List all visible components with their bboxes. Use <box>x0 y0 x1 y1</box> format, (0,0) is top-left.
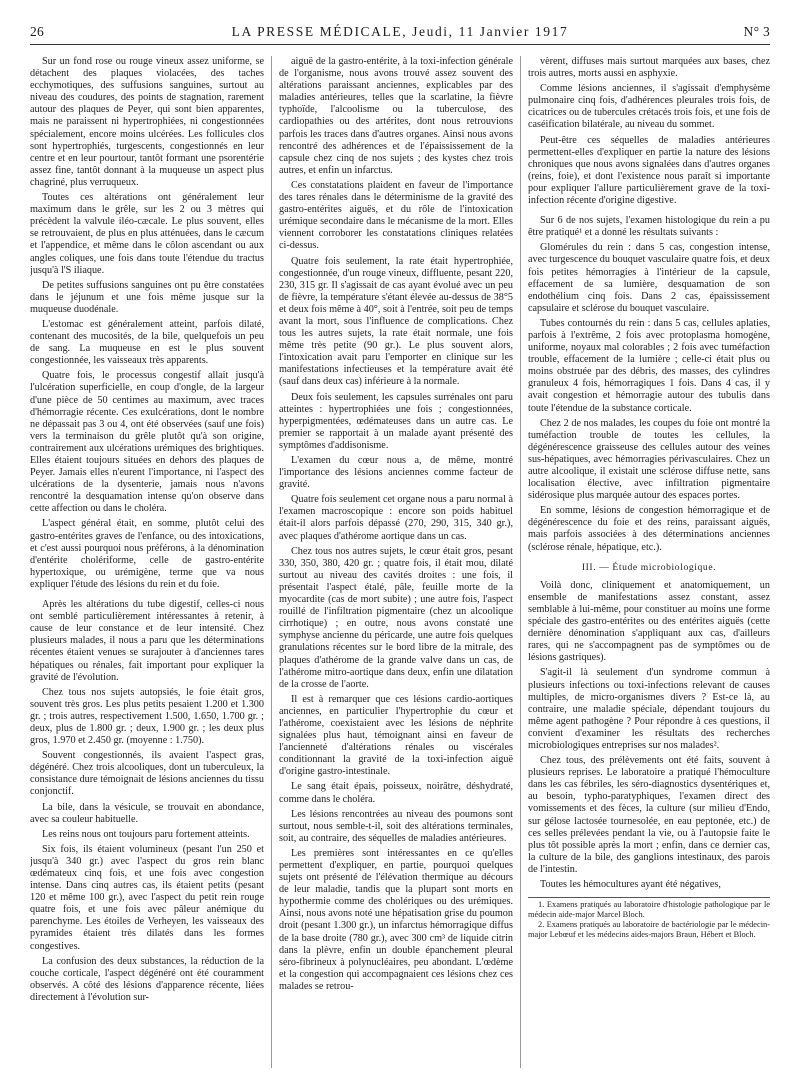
page-number: 26 <box>30 24 45 39</box>
issue-number: N° 3 <box>743 24 770 39</box>
paragraph: L'examen du cœur nous a, de même, montré l'importance des lésions anciennes comme facteur de gravité. <box>279 455 513 491</box>
text-column-3 <box>528 56 770 1072</box>
paragraph: Chez tous nos sujets autopsiés, le foie était gros, souvent très gros. Les plus petits pesaient 1.200 et 1.300 gr. ; trois autres, respectivement 1.500, 1.650, 1.700 gr. ; deux, plus de 1.800 gr. ; deux, 1.900 gr. ; les deux plus gros, 1.970 et 2.450 gr. (moyenne : 1.750). <box>30 686 264 747</box>
page-header <box>30 24 770 44</box>
paragraph: Les lésions rencontrées au niveau des poumons sont surtout, nous semble-t-il, soit des altérations terminales, soit, au contraire, des séquelles de maladies antérieures. <box>279 808 513 844</box>
paragraph: Voilà donc, cliniquement et anatomiquement, un ensemble de manifestations assez constant, assez semblable à lui-même, pour constituer au moins une forme spéciale des gastro-entérites ou des entérites aiguës (cette dernière dénomination s'appliquant aux cas, d'ailleurs rares, qui ne s'accompagnent pas de symptômes ou de lésions gastriques). <box>528 579 770 664</box>
paragraph: Quatre fois seulement cet organe nous a paru normal à l'examen macroscopique : encore son poids habituel était-il alors parfois dépassé (270, 290, 315, 340 gr.), avec plaques d'athérome aortique dans un cas. <box>279 494 513 542</box>
paragraph: Chez tous nos autres sujets, le cœur était gros, pesant 330, 350, 380, 420 gr. ; quatre fois, il était mou, dilaté surtout au niveau des cavités droites : une fois, il présentait l'aspect étalé, pâle, feuille morte de la myocardite (cas de mort subite) ; une autre fois, l'aspect rouillé de l'infiltration pigmentaire (chez un alcoolique cirrhotique) ; en outre, nous avons constaté une symphyse ancienne du péricarde, une autre fois quelques granulations récentes sur le bord libre de la mitrale, des plaques d'athérome de la grande valve dans un cas, de l'athérome mitro-aortique dans deux, enfin une dilatation de la crosse de l'aorte. <box>279 545 513 690</box>
paragraph: Souvent congestionnés, ils avaient l'aspect gras, dégénéré. Chez trois alcooliques, dont un tuberculeux, la consistance dure témoignait de lésions anciennes du tissu conjonctif. <box>30 750 264 798</box>
paragraph: Deux fois seulement, les capsules surrénales ont paru atteintes : hypertrophiées une fois ; congestionnées, hyperpigmentées, œdémateuses dans un autre cas. Le premier se rapportait à un malade ayant présenté des symptômes d'addisonisme. <box>279 391 513 451</box>
paragraph: De petites suffusions sanguines ont pu être constatées dans le jéjunum et une fois même jusque sur la muqueuse duodénale. <box>30 279 264 315</box>
paragraph: Les premières sont intéressantes en ce qu'elles permettent d'expliquer, en partie, pourquoi quelques sujets ont présenté de l'élévation thermique au décours de leur maladie, tandis que la plupart sont morts en hypothermie comme des cholériques ou des urémiques. Ainsi, nous avons noté une hépatisation grise du poumon droit (pesant 1.300 gr.), un infarctus hémorragique diffus de la base droite (780 gr.), avec 300 cm³ de liquide citrin dans la plèvre, enfin un double épanchement pleural séro-fibrineux à polynucléaires, peu abondant. L'œdème et la congestion qui accompagnaient ces lésions chez ces malades se retrou- <box>279 847 513 992</box>
column-divider <box>271 56 272 1068</box>
section-heading: III. — Étude microbiologique. <box>581 561 717 573</box>
paragraph: Glomérules du rein : dans 5 cas, congestion intense, avec turgescence du bouquet vasculaire quatre fois, et deux fois petites hémorragies à l'intérieur de la capsule, effacement de sa lumière, desquamation de son endothélium cinq fois. Dans 2 cas, épaississement capsulaire et sclérose du bouquet vasculaire. <box>528 242 770 314</box>
paragraph: aiguë de la gastro-entérite, à la toxi-infection générale de l'organisme, nous avons trouvé assez souvent des altérations paraissant anciennes, explicables par des maladies antérieures, telles que la scarlatine, la fièvre typhoïde, l'alcoolisme ou la tuberculose, des cardiopathies ou des artérites, dont nous retrouvions parfois les traces dans d'autres organes. Ainsi nous avons rencontré des adhérences et de l'épaississement de la capsule chez cinq de nos sujets ; des kystes chez trois autres, et enfin un infarctus. <box>279 56 513 176</box>
paragraph: Le sang était épais, poisseux, noirâtre, déshydraté, comme dans le choléra. <box>279 781 513 805</box>
paragraph: Chez 2 de nos malades, les coupes du foie ont montré la tuméfaction trouble de toutes les cellules, la dégénérescence graisseuse des cellules autour des veines sus-hépatiques, avec hémorragies périvasculaires. Chez un autre alcoolique, il existait une sclérose diffuse nette, sans localisation élective, avec infiltration pigmentaire sidérosique plus marquée autour des espaces portes. <box>528 417 770 502</box>
paragraph: Six fois, ils étaient volumineux (pesant l'un 250 et jusqu'à 340 gr.) avec l'aspect du gros rein blanc œdémateux cinq fois, et une fois avec congestion intense. Dans cinq autres cas, ils étaient petits (pesant 120 et même 100 gr.), avec l'aspect du petit rein rouge quatre fois, et une fois avec pâleur anémique du parenchyme. Les étoiles de Verheyen, les vaisseaux des pyramides étaient très dilatés dans les formes congestives. <box>30 843 264 952</box>
paragraph: Quatre fois, le processus congestif allait jusqu'à l'ulcération superficielle, en coup d'ongle, de la largeur d'une pièce de 50 centimes au maximum, avec traces d'hémorragie récente. Ces exulcérations, dont le nombre ne dépassait pas 3 ou 4, ont été observées (sauf une fois) vers la terminaison du grêle plutôt qu'à son origine, contrairement aux ulcérations urémiques des brightiques. Elles étaient toujours situées en dehors des plaques de Peyer. Jamais elles n'eurent l'importance, ni l'aspect des ulcérations de la dysenterie, jamais nous n'avons rencontré la desquamation intense qu'on observe dans cette affection ou dans le choléra. <box>30 370 264 515</box>
text-column-1 <box>30 56 264 1072</box>
footnotes <box>528 897 770 940</box>
paragraph: S'agit-il là seulement d'un syndrome commun à plusieurs infections ou toxi-infections relevant de causes multiples, de micro-organismes divers ? Est-ce là, au contraire, une maladie spéciale, dépendant toujours du même agent pathogène ? Pour répondre à ces questions, il convient d'examiner les résultats des recherches microbiologiques entreprises sur nos malades². <box>528 667 770 751</box>
paragraph: Comme lésions anciennes, il s'agissait d'emphysème pulmonaire cinq fois, d'adhérences pleurales trois fois, de cicatrices ou de tubercules crétacés trois fois, et une fois de caséification bilatérale, au niveau du sommet. <box>528 83 770 131</box>
paragraph: Toutes les hémocultures ayant été négatives, <box>540 879 721 890</box>
paragraph: Ces constatations plaident en faveur de l'importance des tares rénales dans le déterminisme de la gravité des gastro-entérites aiguës, et du rôle de l'intoxication urémique secondaire dans le mécanisme de la mort. Elles viennent corroborer les constatations cliniques relatées ci-dessus. <box>279 179 513 252</box>
column-divider <box>520 56 521 1068</box>
footnote: 1. Examens pratiqués au laboratoire d'histologie pathologique par le médecin aide-major Marcel Bloch. <box>528 900 770 920</box>
paragraph: Sur un fond rose ou rouge vineux assez uniforme, se détachent des plaques violacées, des taches ecchymotiques, des suffusions sanguines, surtout au niveau des coudures, des points de stagnation, rarement autour des plaques de Peyer, qui sont bien apparentes, mais ne paraissent ni hypertrophiées, ni congestionnées spécialement, encore moins ulcérées. Les follicules clos sont hypertrophiés, turgescents, congestionnés en leur centre et en leur pourtour, tantôt formant une psorentérie assez fine, tantôt donnant à la muqueuse un aspect plus chagriné, plus verruqueux. <box>30 56 264 188</box>
paragraph: L'estomac est généralement atteint, parfois dilaté, contenant des mucosités, de la bile, quelquefois un peu de sang. La muqueuse en est le plus souvent congestionnée, les vaisseaux très apparents. <box>30 318 264 367</box>
footnote: 2. Examens pratiqués au laboratoire de bactériologie par le médecin-major Lebœuf et les médecins aides-majors Braun, Hébert et Bloch. <box>528 920 770 940</box>
paragraph: La confusion des deux substances, la réduction de la couche corticale, l'aspect dégénéré ont été couramment observés. A côté des lésions d'apparence récente, liées directement à l'évolution sur- <box>30 955 264 1003</box>
paragraph: vèrent, diffuses mais surtout marquées aux bases, chez trois autres, morts aussi en asphyxie. <box>528 56 770 80</box>
paragraph: Sur 6 de nos sujets, l'examen histologique du rein a pu être pratiqué¹ et a donné les résultats suivants : <box>528 215 770 239</box>
paragraph: Tubes contournés du rein : dans 5 cas, cellules aplaties, parfois à l'extrême, 2 fois avec protoplasma homogène, uniforme, noyaux mal colorables ; 2 fois avec tuméfaction trouble, effacement de la lumière ; celle-ci était plus ou moins obstruée par des débris, des masses, des cylindres granuleux 4 fois, hémorragiques 1 fois. Dans 4 cas, il y avait congestion et hémorragie autour des tubulis dans toute l'étendue de la substance corticale. <box>528 317 770 414</box>
paragraph: Les reins nous ont toujours paru fortement atteints. <box>42 828 250 840</box>
paragraph: La bile, dans la vésicule, se trouvait en abondance, avec sa couleur habituelle. <box>30 801 264 825</box>
paragraph: Peut-être ces séquelles de maladies antérieures permettent-elles d'expliquer en partie la nature des lésions chroniques que nous avons signalées dans d'autres organes (reins, foie), et dont l'existence nous paraît si importante pour expliquer l'allure particulièrement grave de la toxi-infection récente d'origine digestive. <box>528 134 770 207</box>
header-rule <box>30 44 770 45</box>
paragraph: Après les altérations du tube digestif, celles-ci nous ont semblé particulièrement intéressantes à retenir, à cause de leur constance et de leur intensité. Chez plusieurs malades, il nous a paru que les déterminations récentes étaient venues se surajouter à d'anciennes tares hépatiques ou rénales, fait important pour expliquer la gravité de l'évolution. <box>30 599 264 683</box>
paragraph: Quatre fois seulement, la rate était hypertrophiée, congestionnée, d'un rouge vineux, diffluente, pesant 220, 230, 315 gr. Il s'agissait de cas ayant évolué avec un peu de fièvre, la température s'étant élevée au-dessus de 38°5 et deux fois même à 40°, soit à l'entrée, soit peu de temps avant la mort, sous l'influence de complications. Chez tous les autres sujets, la rate était normale, une fois même très petite (90 gr.). Le plus souvent alors, l'intoxication avait paru l'emporter en clinique sur les manifestations infectieuses et la température avait été (sauf dans deux cas) inférieure à la normale. <box>279 255 513 388</box>
text-column-2 <box>279 56 513 1072</box>
paragraph: Il est à remarquer que ces lésions cardio-aortiques anciennes, en particulier l'hypertrophie du cœur et l'athérome, coexistaient avec les lésions de néphrite signalées plus haut, témoignant ainsi en faveur de l'ancienneté d'altérations rénales ou viscérales conditionnant la gravité de la toxi-infection aiguë d'origine gastro-intestinale. <box>279 693 513 778</box>
paragraph: Chez tous, des prélèvements ont été faits, souvent à plusieurs reprises. Le laboratoire a pratiqué l'hémoculture dans les cas fébriles, les séro-diagnostics dysentériques et, au besoin, typho-paratyphiques, l'examen direct des vomissements et des fèces, la culture (sur milieu d'Endo, sur gélose lactosée tournesolée, en eau peptonée, etc.) de ces selles prélevées pendant la vie, ou à l'autopsie faite le plus tôt possible après la mort ; enfin, dans ce dernier cas, la culture de la bile, des ganglions intestinaux, des parois de l'intestin. <box>528 755 770 875</box>
paragraph: En somme, lésions de congestion hémorragique et de dégénérescence du foie et des reins, paraissant aiguës, mais parfois associées à des déterminations anciennes (sclérose rénale, hépatique, etc.). <box>528 505 770 553</box>
paragraph: L'aspect général était, en somme, plutôt celui des gastro-entérites graves de l'enfance, ou des intoxications, et c'est aussi pourquoi nous préférons, à la dénomination d'entérite cholériforme, celle de gastro-entérite hypertoxique, ou urémigène, terme que va nous expliquer l'étude des lésions du rein et du foie. <box>30 518 264 590</box>
paragraph: Toutes ces altérations ont généralement leur maximum dans le grêle, sur les 2 ou 3 mètres qui précèdent la valvule iléo-cæcale. Le plus souvent, elles se retrouvaient, de plus en plus atténuées, dans le cæcum et l'appendice, et même dans le côlon ascendant ou aux angles coliques, une fois dans toute l'étendue du tractus jusqu'à l'S iliaque. <box>30 192 264 276</box>
journal-title: LA PRESSE MÉDICALE, Jeudi, 11 Janvier 1917 <box>231 24 569 39</box>
